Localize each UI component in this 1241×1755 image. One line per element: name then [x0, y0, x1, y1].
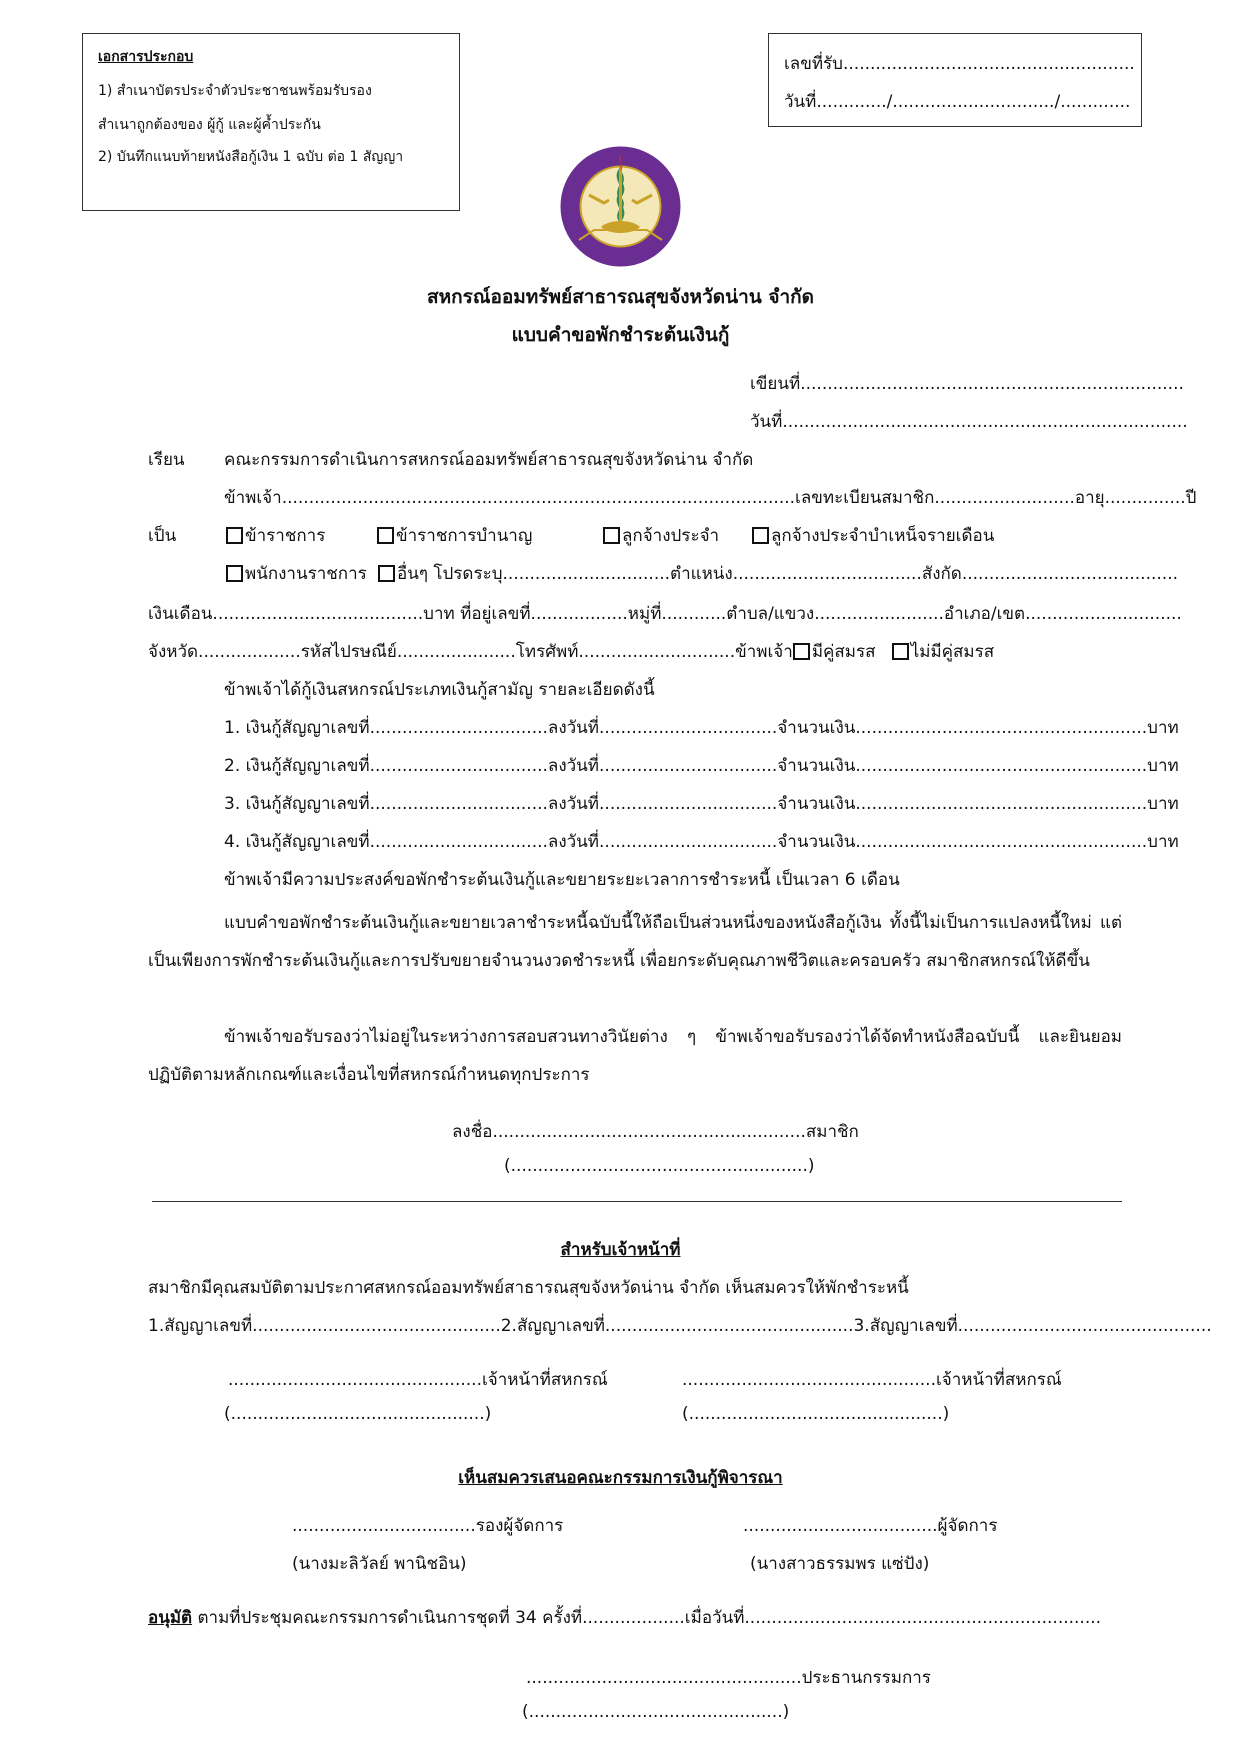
checkbox[interactable]	[752, 527, 769, 544]
loan-row: 4. เงินกู้สัญญาเลขที่.................................ลงวันที่.................................จำนวนเงิน......................................................บาท	[224, 832, 1179, 852]
officer-statement: สมาชิกมีคุณสมบัติตามประกาศสหกรณ์ออมทรัพย์สาธารณสุขจังหวัดน่าน จำกัด เห็นสมควรให้พักชำระหนี้	[148, 1278, 909, 1298]
checkbox[interactable]	[226, 565, 243, 582]
written-at: เขียนที่.......................................................................	[750, 374, 1184, 394]
as-label: เป็น	[148, 526, 177, 546]
to-label: เรียน	[148, 450, 185, 470]
officer-title: สำหรับเจ้าหน้าที่	[560, 1240, 681, 1260]
status-civil[interactable]: ข้าราชการ	[226, 522, 325, 549]
checkbox[interactable]	[892, 643, 909, 660]
purpose: ข้าพเจ้ามีความประสงค์ขอพักชำระต้นเงินกู้และขยายระยะเวลาการชำระหนี้ เป็นเวลา 6 เดือน	[224, 870, 900, 890]
loan-intro: ข้าพเจ้าได้กู้เงินสหกรณ์ประเภทเงินกู้สามัญ รายละเอียดดังนี้	[224, 680, 655, 700]
deputy-name: (นางมะลิวัลย์ พานิชอิน)	[292, 1554, 467, 1574]
manager-signature: ....................................ผู้จัดการ	[743, 1516, 998, 1536]
officer-signature-1: ...............................................เจ้าหน้าที่สหกรณ์	[228, 1370, 608, 1390]
receipt-number: เลขที่รับ......................................................	[784, 54, 1135, 74]
status-perm-pension[interactable]: ลูกจ้างประจำบำเหน็จรายเดือน	[752, 522, 994, 549]
officer-signature-2-name: (...............................................)	[682, 1404, 950, 1424]
documents-title: เอกสารประกอบ	[98, 49, 194, 65]
officer-signature-1-name: (...............................................)	[224, 1404, 492, 1424]
officer-contracts: 1.สัญญาเลขที่..............................................2.สัญญาเลขที่..............................................3.สัญญาเลขที่...............................................	[148, 1316, 1212, 1336]
status-perm-emp[interactable]: ลูกจ้างประจำ	[603, 522, 719, 549]
deputy-signature: ..................................รองผู้จัดการ	[292, 1516, 564, 1536]
loan-row: 2. เงินกู้สัญญาเลขที่.................................ลงวันที่.................................จำนวนเงิน......................................................บาท	[224, 756, 1179, 776]
checkbox[interactable]	[603, 527, 620, 544]
member-signature: ลงชื่อ..........................................................สมาชิก	[452, 1122, 859, 1142]
approval-line: อนุมัติ ตามที่ประชุมคณะกรรมการดำเนินการชุดที่ 34 ครั้งที่...................เมื่อวันที่..................................................................	[148, 1608, 1102, 1628]
date-field: วันที่...........................................................................	[750, 412, 1188, 432]
manager-name: (นางสาวธรรมพร แซ่ปัง)	[750, 1554, 930, 1574]
to-value: คณะกรรมการดำเนินการสหกรณ์ออมทรัพย์สาธารณสุขจังหวัดน่าน จำกัด	[224, 450, 754, 470]
officer-signature-2: ...............................................เจ้าหน้าที่สหกรณ์	[682, 1370, 1062, 1390]
checkbox[interactable]	[793, 643, 810, 660]
status-gov-emp[interactable]: พนักงานราชการ	[226, 560, 367, 587]
cooperative-logo	[559, 145, 682, 268]
checkbox[interactable]	[378, 565, 395, 582]
chair-name: (...............................................)	[522, 1702, 790, 1722]
name-line: ข้าพเจ้า...............................................................................................เลขทะเบียนสมาชิก..........................อายุ...............ปี	[224, 488, 1197, 508]
documents-line: สำเนาถูกต้องของ ผู้กู้ และผู้ค้ำประกัน	[98, 117, 321, 133]
province-line: จังหวัด...................รหัสไปรษณีย์......................โทรศัพท์.............................ข้าพเจ้า มีคู่สมรส ไม่มีคู่สมรส	[148, 642, 995, 662]
status-pension[interactable]: ข้าราชการบำนาญ	[377, 522, 532, 549]
status-other[interactable]: อื่นๆ โปรดระบุ...............................ตำแหน่ง...................................สังกัด........................................	[378, 560, 1178, 587]
documents-line: 1) สำเนาบัตรประจำตัวประชาชนพร้อมรับรอง	[98, 83, 372, 99]
receipt-date: วันที่............./............................../.............	[784, 92, 1131, 112]
committee-title: เห็นสมควรเสนอคณะกรรมการเงินกู้พิจารณา	[458, 1468, 783, 1488]
org-name: สหกรณ์ออมทรัพย์สาธารณสุขจังหวัดน่าน จำกัด	[427, 286, 814, 308]
loan-row: 3. เงินกู้สัญญาเลขที่.................................ลงวันที่.................................จำนวนเงิน......................................................บาท	[224, 794, 1179, 814]
documents-line: 2) บันทึกแนบท้ายหนังสือกู้เงิน 1 ฉบับ ต่อ 1 สัญญา	[98, 149, 404, 165]
member-signature-name: (.......................................................)	[504, 1156, 815, 1176]
loan-row: 1. เงินกู้สัญญาเลขที่.................................ลงวันที่.................................จำนวนเงิน......................................................บาท	[224, 718, 1179, 738]
chair-signature: ...................................................ประธานกรรมการ	[526, 1668, 931, 1688]
checkbox[interactable]	[226, 527, 243, 544]
paragraph-2: ข้าพเจ้าขอรับรองว่าไม่อยู่ในระหว่างการสอบสวนทางวินัยต่าง ๆ ข้าพเจ้าขอรับรองว่าได้จัดทำหนังสือฉบับนี้ และยินยอมปฏิบัติตามหลักเกณฑ์และเงื่อนไขที่สหกรณ์กำหนดทุกประการ	[148, 1027, 1122, 1085]
salary-line: เงินเดือน.......................................บาท ที่อยู่เลขที่..................หมู่ที่............ตำบล/แขวง........................อำเภอ/เขต.............................	[148, 604, 1182, 624]
checkbox[interactable]	[377, 527, 394, 544]
form-title: แบบคำขอพักชำระต้นเงินกู้	[511, 324, 730, 346]
paragraph-1: แบบคำขอพักชำระต้นเงินกู้และขยายเวลาชำระหนี้ฉบับนี้ให้ถือเป็นส่วนหนึ่งของหนังสือกู้เงิน ทั้งนี้ไม่เป็นการแปลงหนี้ใหม่ แต่เป็นเพียงการพักชำระต้นเงินกู้และการปรับขยายจำนวนงวดชำระหนี้ เพื่อยกระดับคุณภาพชีวิตและครอบครัว สมาชิกสหกรณ์ให้ดีขึ้น	[148, 913, 1122, 971]
approval-label: อนุมัติ	[148, 1608, 193, 1628]
divider	[152, 1201, 1122, 1202]
